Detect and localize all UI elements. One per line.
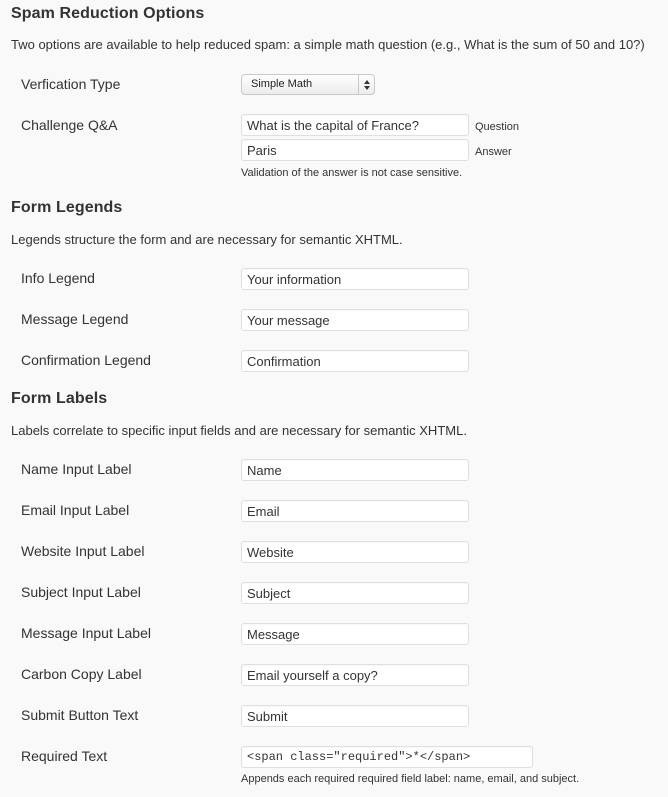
submit-button-text-input[interactable] xyxy=(241,705,469,727)
name-label-input[interactable] xyxy=(241,459,469,481)
required-text-hint: Appends each required required field label: name, email, and subject. xyxy=(241,773,580,785)
spam-section-title: Spam Reduction Options xyxy=(11,5,205,22)
labels-section-description: Labels correlate to specific input fields and are necessary for semantic XHTML. xyxy=(11,423,467,438)
select-arrows-icon xyxy=(358,75,374,94)
legends-section-title: Form Legends xyxy=(11,199,123,216)
carbon-copy-label: Carbon Copy Label xyxy=(21,666,142,682)
confirmation-legend-input[interactable] xyxy=(241,350,469,372)
website-input-label: Website Input Label xyxy=(21,543,145,559)
message-legend-label: Message Legend xyxy=(21,311,129,327)
spam-section-description: Two options are available to help reduced spam: a simple math question (e.g., What is the sum of 50 and 10?) xyxy=(11,37,645,52)
website-label-input[interactable] xyxy=(241,541,469,563)
verification-type-label: Verfication Type xyxy=(21,76,121,92)
required-text-label: Required Text xyxy=(21,748,108,764)
email-label-input[interactable] xyxy=(241,500,469,522)
challenge-answer-input[interactable] xyxy=(241,139,469,161)
answer-side-label: Answer xyxy=(475,146,512,158)
legends-section-description: Legends structure the form and are necessary for semantic XHTML. xyxy=(11,232,403,247)
subject-label-input[interactable] xyxy=(241,582,469,604)
message-input-label: Message Input Label xyxy=(21,625,151,641)
required-text-input[interactable] xyxy=(241,746,533,768)
subject-input-label: Subject Input Label xyxy=(21,584,141,600)
challenge-qa-label: Challenge Q&A xyxy=(21,117,118,133)
message-legend-input[interactable] xyxy=(241,309,469,331)
verification-type-select[interactable] xyxy=(241,74,375,95)
carbon-copy-input[interactable] xyxy=(241,664,469,686)
verification-type-value: Simple Math xyxy=(251,78,313,90)
submit-button-text-label: Submit Button Text xyxy=(21,707,139,723)
info-legend-input[interactable] xyxy=(241,268,469,290)
confirmation-legend-label: Confirmation Legend xyxy=(21,352,151,368)
email-input-label: Email Input Label xyxy=(21,502,130,518)
labels-section-title: Form Labels xyxy=(11,390,108,407)
answer-hint: Validation of the answer is not case sensitive. xyxy=(241,167,463,179)
message-label-input[interactable] xyxy=(241,623,469,645)
info-legend-label: Info Legend xyxy=(21,270,95,286)
question-side-label: Question xyxy=(475,121,520,133)
name-input-label: Name Input Label xyxy=(21,461,132,477)
challenge-question-input[interactable] xyxy=(241,114,469,136)
